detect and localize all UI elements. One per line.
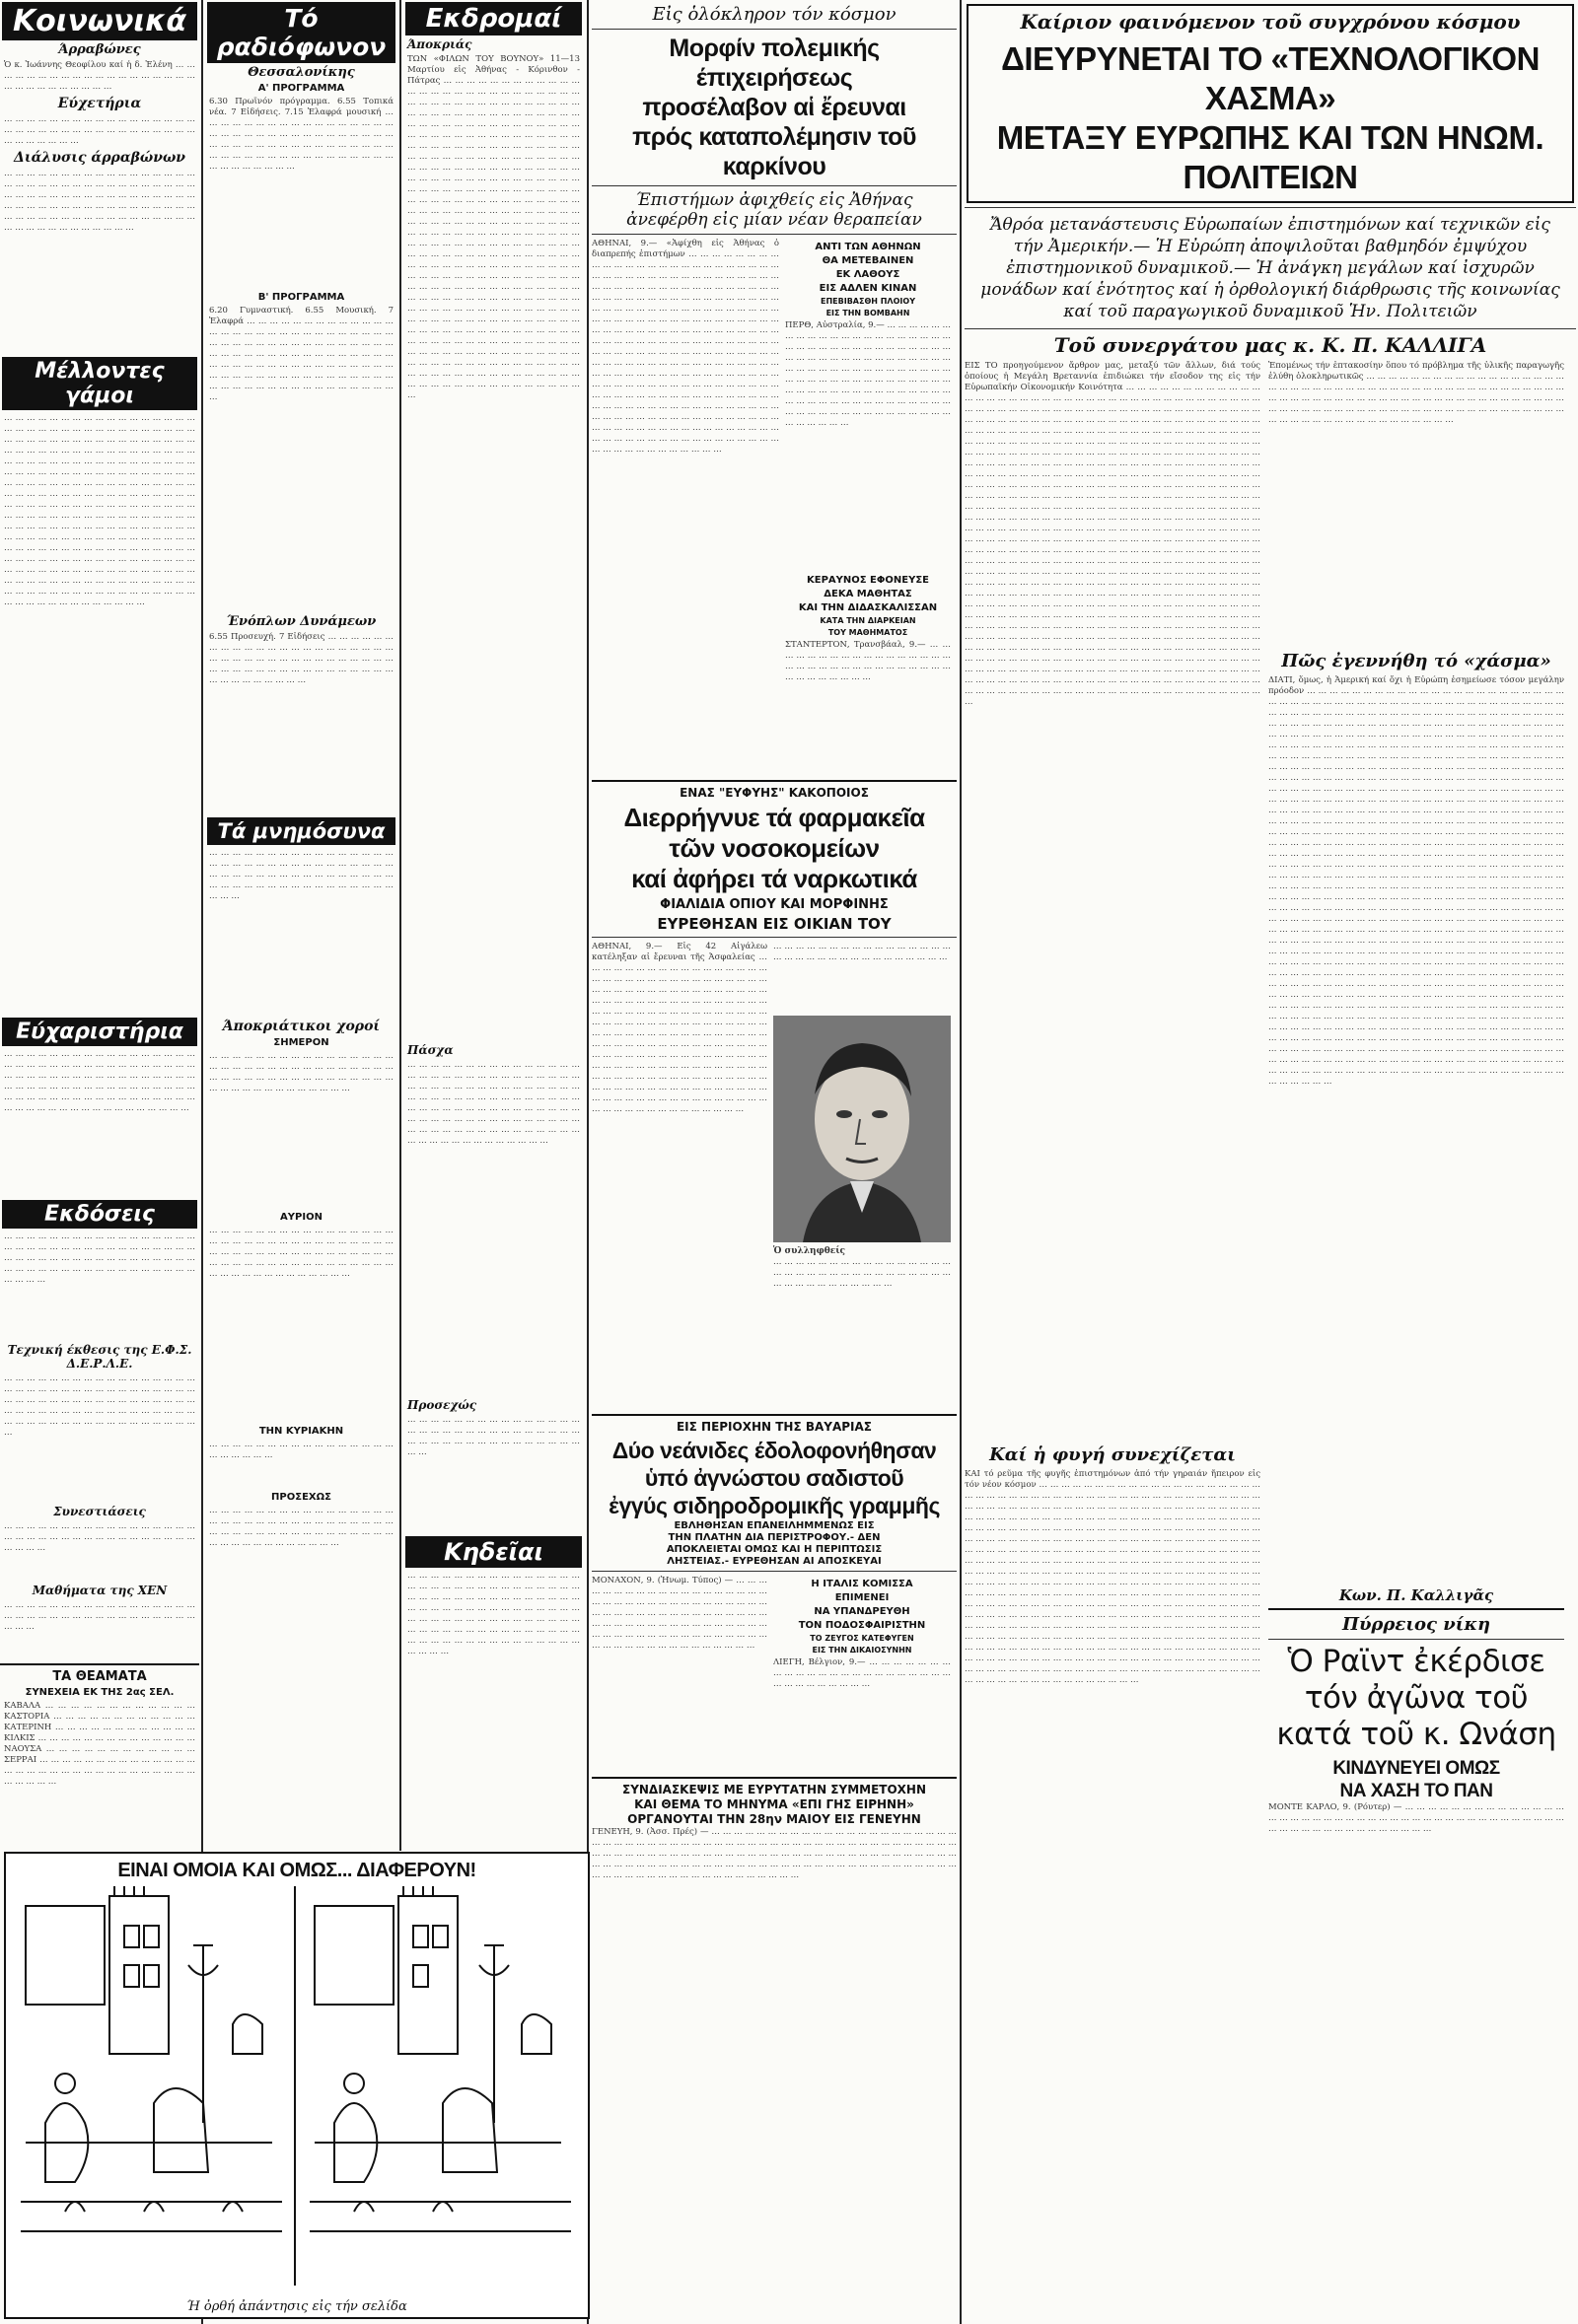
text-block: … … … … … … … … … … … … … … … … … … … … … … … … … … … … … … … … … … … … … … … … … … … … … … … … … … … … … … … … … … … … … … … … … … … … … … … … … … … … …	[209, 1226, 394, 1279]
side2-line: ΚΑΤΑ ΤΗΝ ΔΙΑΡΚΕΙΑΝ	[820, 616, 916, 625]
center-headline-2: προσέλαβον αἱ ἔρευναι	[642, 94, 906, 121]
suspect-photo	[773, 1016, 951, 1242]
side2-line: ΚΕΡΑΥΝΟΣ ΕΦΟΝΕΥΣΕ	[806, 575, 929, 586]
italy-line: ΕΠΙΜΕΝΕΙ	[834, 1592, 890, 1603]
story2-sub-1: ΦΙΑΛΙΔΙΑ ΟΠΙΟΥ ΚΑΙ ΜΟΡΦΙΝΗΣ	[660, 897, 889, 912]
text-block: ΕΙΣ ΤΟ προηγούμενον ἄρθρον μας, μεταξύ τῶν ἄλλων, διά τούς ὁποίους ἡ Μεγάλη Βρεταννία ἐπιδιώκει τήν εἴσοδον της εἰς τήν Εὐρωπαϊκήν Οἰκονομικήν Κοινότητα … … … … … … … … … … … … … … … … … … … … … … … … … … … … … … … … … … … … … … … … … … … … … … … … … … … … … … … … … … … … … … … … … … … … … … … … … … … … … … … … … … … … … … … … … … … … … … … … … … … … … … … … … … … … … … … … … … … … … … … … … … … … … … … … … … … … … … … … … … … … … … … … … … … … … … … … … … … … … … … … … … … … … … … … … … … … … … … … … … … … … … … … … … … … … … … … … … … … … … … … … … … … … … … … … … … … … … … … … … … … … … … … … … … … … … … … … … … … … … … … … … … … … … … … … … … … … … … … … … … … … … … … … … … … … … … … … … … … … … … … … … … … … … … … … … … … … … … … … … … … … … … … … … … … … … … … … … … … … … … … … … … … … … … … … … … … … … … … … … … … … … … … … … … … … … … … … … … … … … … … … … … … … … … … … … … … … … … … … … … … … … … … … … … … … … … … … … … … … … … … … … … … … … … … … … … … … … … … … … … … … … … … … … … … … … … … … … … … … … … … … … … … … … … … … … … … … … … … … … … … … … … … … … … … … … … … … … … … … … … … … … … … … … … … … … … … … … … … … … … … … … … … … … … … … … … … … … … … … … … … … … … … … … … … … … … … … … … … … … … … … … … … … … … … … … … … … … … … … … … … … … … … … … … … … … … … … … … … … … … … … … … … … … … … … … … … … … … … … … … … … … … … … … … … … … … … … … … … … … … … … … … … … … … … … … … … … … … … … … … … … … … … … … … … … … … … … … … … … … … … … … … … … … … … … … … … … … … … … … … … … … … … … … … … … … … … … … … … … … … … … … … … … … … … … … … … … … … … … … … … … … … … … … … … … … … … … … … … … … … … … … … … … … … … … … … … … … … … … … … … … … … … … … … … …	[965, 361, 1260, 707]
text-block: 6.20 Γυμναστική. 6.55 Μουσική. 7 Ἑλαφρά … … … … … … … … … … … … … … … … … … … … … … … … … … … … … … … … … … … … … … … … … … … … … … … … … … … … … … … … … … … … … … … … … … … … … … … … … … … … … … … … … … … … … … … … … … … … … … … … … … … … … … … … … … … … … …	[209, 306, 394, 402]
story3-sub-2: ΤΗΝ ΠΛΑΤΗΝ ΔΙΑ ΠΕΡΙΣΤΡΟΦΟΥ.- ΔΕΝ	[668, 1532, 881, 1543]
sport-headline-2: τόν ἀγῶνα τοῦ	[1304, 1680, 1529, 1716]
text-block: … … … … … … … … … … … … … … … … … … … … … … … … … … … … … … … … … … … … … … … … … … … … … … … … … … … … … … … … … … … … … … … … … … … … … … … … … … … … … … … … … … … … … … … … … … … … … … … … … … … … … … … … … … … … … … … … … … … … … …	[407, 1060, 580, 1146]
right-byline: Τοῦ συνεργάτου μας κ. Κ. Π. ΚΑΛΛΙΓΑ	[1053, 333, 1487, 357]
right-lead-box	[967, 4, 1574, 203]
text-block: … … … … … … … … … … … … … … … … … … … … … … … … … … … … … … … … … … … … … … … … … … … … … … … … … … … … … … … … … … … … … … … … … … … … … … … … … … … … … … … … … … … … … … … … … … … … … … … … …	[4, 169, 195, 233]
eychetiria-heading: Εύχετήρια	[57, 96, 142, 111]
text-block: … … … … … … … … … … … … … … … … … … … … … … … … … … … … … … … … … … … … …	[4, 1600, 195, 1632]
prog-b-heading: Β' ΠΡΟΓΡΑΜΜΑ	[257, 292, 345, 303]
text-block: ΑΘΗΝΑΙ, 9.— Εἰς 42 Αἰγάλεω κατέληξαν αἱ ἔρευναι τῆς Ἀσφαλείας … … … … … … … … … … … … … … … … … … … … … … … … … … … … … … … … … … … … … … … … … … … … … … … … … … … … … … … … … … … … … … … … … … … … … … … … … … … … … … … … … … … … … … … … … … … … … … … … … … … … … … … … … … … … … … … … … … … … … … … … … … … … … … … … … … … … … … … … … … … … … … … … … … … … … … … … … … … … … … … … … … … … … … … … … … … … … … … … … … … … … … … … … … … … … … … … … … … … … … … … … … … … … … … … … … … … … … … … … … … … … … …	[592, 942, 767, 1114]
text-block: ΣΤΑΝΤΕΡΤΟΝ, Τρανσβάαλ, 9.— … … … … … … … … … … … … … … … … … … … … … … … … … … … … … … … … … … … … … … … …	[785, 640, 951, 682]
text-block: … … … … … … … … … … … … … … … … … … … … … … … … … … … … … … … … … … … … … … … … … … … … … … … … … … … … … … … … … … … … … … … … … … …	[209, 848, 394, 901]
text-block: ΚΑΒΑΛΑ … … … … … … … … … … … … ΚΑΣΤΟΡΙΑ … … … … … … … … … … … … ΚΑΤΕΡΙΝΗ … … … … … … … … … … … … ΚΙΛΚΙΣ … … … … … … … … … … … … … … ΝΑΟΥΣΑ … … … … … … … … … … … … ΣΕΡΡΑΙ … … … … … … … … … … … … … … … … … … … … … … … … … … … … … … … … … … … …	[4, 1701, 195, 1787]
avrion-heading: ΑΥΡΙΟΝ	[280, 1212, 323, 1223]
text-block: … … … … … … … … … … … … … … … … … … … … … … … … … … … … … … … … … … … … … …	[4, 1521, 195, 1553]
geneva-line-1: ΣΥΝΔΙΑΣΚΕΨΙΣ ΜΕ ΕΥΡΥΤΑΤΗΝ ΣΥΜΜΕΤΟΧΗΝ	[622, 1783, 926, 1796]
arravones-heading: Άρραβώνες	[58, 42, 141, 57]
side1-line: ΕΙΣ ΑΔΛΕΝ ΚΙΝΑΝ	[819, 283, 917, 294]
right-headline-1: ΔΙΕΥΡΥΝΕΤΑΙ ΤΟ «ΤΕΧΝΟΛΟΓΙΚΟΝ ΧΑΣΜΑ»	[1001, 40, 1540, 116]
mathimata-heading: Μαθήματα της ΧΕΝ	[32, 1584, 168, 1597]
kideiai-heading: Κηδεῖαι	[405, 1536, 582, 1568]
text-block: ΤΩΝ «ΦΙΛΩΝ ΤΟΥ ΒΟΥΝΟΥ» 11—13 Μαρτίου εἰς Ἀθήνας - Κόρινθον - Πάτρας … … … … … … … … … … … … … … … … … … … … … … … … … … … … … … … … … … … … … … … … … … … … … … … … … … … … … … … … … … … … … … … … … … … … … … … … … … … … … … … … … … … … … … … … … … … … … … … … … … … … … … … … … … … … … … … … … … … … … … … … … … … … … … … … … … … … … … … … … … … … … … … … … … … … … … … … … … … … … … … … … … … … … … … … … … … … … … … … … … … … … … … … … … … … … … … … … … … … … … … … … … … … … … … … … … … … … … … … … … … … … … … … … … … … … … … … … … … … … … … … … … … … … … … … … … … … … … … … … … … … … … … … … … … … … … … … … … … … … … … … … … … … … … … … … … … … … … … … … … … … … … … … … … … … … … … … … … … … … … … … … … … … … … … … … … … … … … … … … … … … … … … … … … … … … … … … … … … … … … … … … … … … … … … … … … … … … … … … … … … … … … … … … … … … … … … … … … … … … … … … … … … … … … … … … … … … … … … … … … … … … … … … … … … … … … … … …	[407, 54, 580, 400]
techniki-heading: Τεχνική έκθεσις της Ε.Φ.Σ. Δ.Ε.Ρ.Λ.Ε.	[7, 1343, 192, 1371]
ekdromai-heading: Εκδρομαί	[405, 2, 582, 35]
cartoon-drawing	[6, 1886, 584, 2286]
text-block: ΔΙΑΤΙ, ὅμως, ἡ Ἀμερική καί ὄχι ἡ Εὐρώπη ἐσημείωσε τόσον μεγάλην πρόοδον … … … … … … … … … … … … … … … … … … … … … … … … … … … … … … … … … … … … … … … … … … … … … … … … … … … … … … … … … … … … … … … … … … … … … … … … … … … … … … … … … … … … … … … … … … … … … … … … … … … … … … … … … … … … … … … … … … … … … … … … … … … … … … … … … … … … … … … … … … … … … … … … … … … … … … … … … … … … … … … … … … … … … … … … … … … … … … … … … … … … … … … … … … … … … … … … … … … … … … … … … … … … … … … … … … … … … … … … … … … … … … … … … … … … … … … … … … … … … … … … … … … … … … … … … … … … … … … … … … … … … … … … … … … … … … … … … … … … … … … … … … … … … … … … … … … … … … … … … … … … … … … … … … … … … … … … … … … … … … … … … … … … … … … … … … … … … … … … … … … … … … … … … … … … … … … … … … … … … … … … … … … … … … … … … … … … … … … … … … … … … … … … … … … … … … … … … … … … … … … … … … … … … … … … … … … … … … … … … … … … … … … … … … … … … … … … … … … … … … … … … … … … … … … … … … … … … … … … … … … … … … … … … … … … … … … … … … … … … … … … … … … … … … … … … … … … … … … … … … … … … … … … … … … … … … … … … … … … … … … … … … … … … … … … … … … … … … … … … … … … … … … … … … … … … … … … … … … … … … … … … … … … … … … … … … … … … … … … … … … … … … … … … … … … … … … … … … … … … … … … … … … … … … … … … … … … … … … … … … … … … … … … … … … … … … … … … … … … … … … … … … … … … … … … … … … … … … … … … … … … … … … … … … … … … … … … … … … … … … … … … … … … … … … … … … … … … … … … … … … … … … … … … … … … … … … … … … … … … … … … … … … … … … … … … … … … … … … … … … … … … … … … … … … … … … … … … … … … … … … … … … … … … … … … … … … … … … … … … … … … … … … … … … … … … … … … … … … … … … … … … … … … … … … … … … … … … … … … … … … … … … … … … … … … … … … … … … … … … … … … … … … … … … … … … … … … … … … … … … … … … … … … … … … … … … … … … … … … … … … … … … … … … … … … … … … … … … … … … … … … … … … … … … … … … … … … … … … … … … … … … … … … … … … … … … … … … … … … … … … … … … … … … … … … … … … … … … … … … … … … … … … … … … … … … … … … … …	[1268, 675, 1564, 1087]
side1-line: ΕΙΣ ΤΗΝ ΒΟΜΒΑΗΝ	[825, 309, 910, 317]
text-block: … … … … … … … … … … … … … … … … … … … … … … … … … … … … … … … … … … … … … … … … … … … … … … … … … … … … … … … … … … … …	[209, 1506, 394, 1548]
story2-headline-2: τῶν νοσοκομείων	[669, 833, 880, 863]
center-headline-3: πρός καταπολέμησιν τοῦ καρκίνου	[632, 123, 916, 180]
ekdromai-prosechos: Προσεχώς	[407, 1398, 477, 1412]
story2-sub-2: ΕΥΡΕΘΗΣΑΝ ΕΙΣ ΟΙΚΙΑΝ ΤΟΥ	[657, 915, 892, 933]
apokriatikoi-heading: Άποκριάτικοι χοροί	[222, 1019, 381, 1034]
story3-headline-1: Δύο νεάνιδες έδολοφονήθησαν	[611, 1438, 937, 1463]
ekdromai-sub: Άποκριάς	[407, 37, 472, 51]
koinonika-heading: Κοινωνικά	[2, 2, 197, 40]
story2-kicker: ΕΝΑΣ "ΕΥΦΥΗΣ" ΚΑΚΟΠΟΙΟΣ	[680, 786, 869, 800]
center-headline-1: Μορφίν πολεμικής έπιχειρήσεως	[669, 35, 880, 92]
text-block: … … … … … … … … … … … … … … … … … … … … … … … … … … … … … … … … … … … … … … … … …	[4, 114, 195, 146]
story3-headline-3: ἐγγύς σιδηροδρομικῆς γραμμῆς	[609, 1493, 940, 1518]
geneva-line-2: ΚΑΙ ΘΕΜΑ ΤΟ ΜΗΝΥΜΑ «ΕΠΙ ΓΗΣ ΕΙΡΗΝΗ»	[634, 1797, 914, 1811]
text-block: Ἐπομένως τήν ἑπτακοσίην ὅπου τό πρόβλημα τῆς ὑλικῆς παραγωγῆς ἐλύθη ὁλοκληρωτικῶς … … … … … … … … … … … … … … … … … … … … … … … … … … … … … … … … … … … … … … … … … … … … … … … … … … … … … … … … … … … … … … … … … … … … … … … … … … … … … … … … … … … … … … … … … … … … … … … … … … … … … … … … … … … … … … … … … … … …	[1268, 361, 1564, 425]
sport-sub-1: ΚΙΝΔΥΝΕΥΕΙ ΟΜΩΣ	[1332, 1758, 1500, 1779]
signature: Κων. Π. Καλλιγᾶς	[1338, 1586, 1494, 1604]
radio-sub: Θεσσαλονίκης	[248, 65, 355, 80]
text-block: … … … … … … … … … … … … … … … … … … … … … … … … … … … … … … … … … … … … … … … … … … … … … … … … … … … … … … … … … … … … …	[209, 1051, 394, 1093]
story3-kicker: ΕΙΣ ΠΕΡΙΟΧΗΝ ΤΗΣ ΒΑΥΑΡΙΑΣ	[676, 1420, 872, 1434]
cartoon-panel	[4, 1852, 590, 2319]
text-block: … … … … … … … … … … … … … … … … … … … … … … … … … … … … … … … … … … … … … … … … … … … … … … … … … … … … … … … … … … … … … … … … … … … … … … … … … … … … … … … … … … … … … … … … … … … … … … … … … … … … … …	[4, 1049, 195, 1113]
sport-sub-2: ΝΑ ΧΑΣΗ ΤΟ ΠΑΝ	[1339, 1781, 1493, 1801]
italy-line: ΝΑ ΥΠΑΝΔΡΕΥΘΗ	[814, 1606, 910, 1617]
side2-line: ΚΑΙ ΤΗΝ ΔΙΔΑΣΚΑΛΙΣΣΑΝ	[798, 602, 938, 613]
center-deck-1: Έπιστήμων ἀφιχθείς εἰς Ἀθήνας	[635, 190, 913, 210]
dialysis-heading: Διάλυσις άρραβώνων	[14, 150, 185, 166]
side1-line: ΑΝΤΙ ΤΩΝ ΑΘΗΝΩΝ	[815, 242, 921, 252]
text-block: … … … … … … … … … … … … … … … … … … … … … … … … … … … … … … … … … … … … … … … … … … … … … … … … … … … … … … … … … … … … … … … … … … … … … … … …	[4, 1232, 195, 1285]
text-block: ΛΙΕΓΗ, Βέλγιον, 9.— … … … … … … … … … … … … … … … … … … … … … … … … … … … … … … … …	[773, 1657, 951, 1689]
text-block: … … … … … … … … … … … … … … … … … … … … … …	[209, 1440, 394, 1460]
text-block: ΑΘΗΝΑΙ, 9.— «Ἀφίχθη εἰς Ἀθήνας ὁ διαπρεπής ἐπιστήμων … … … … … … … … … … … … … … … … … … … … … … … … … … … … … … … … … … … … … … … … … … … … … … … … … … … … … … … … … … … … … … … … … … … … … … … … … … … … … … … … … … … … … … … … … … … … … … … … … … … … … … … … … … … … … … … … … … … … … … … … … … … … … … … … … … … … … … … … … … … … … … … … … … … … … … … … … … … … … … … … … … … … … … … … … … … … … … … … … … … … … … … … … … … … … … … … … … … … … … … … … … … … … … … … … … … … … … … … … … … … … … … … … … … … … … … … … … … … … … … … … … … … … … … … … … … … … … … … … … … … … … … … … … … … … … … … … … … … … … … … … … … … … … … … … … … … … … … … … … … … … … … … … … … … …	[592, 239, 779, 455]
enoplon-heading: Ένόπλων Δυνάμεων	[226, 614, 377, 629]
kyriaki-heading: ΤΗΝ ΚΥΡΙΑΚΗΝ	[258, 1426, 344, 1437]
story2-headline-1: Διερρήγνυε τά φαρμακεῖα	[623, 803, 925, 832]
text-block: Ὁ κ. Ἰωάννης Θεοφίλου καί ἡ δ. Ἑλένη … … … … … … … … … … … … … … … … … … … … … … … … … … … … …	[4, 60, 195, 92]
eucharistiria-heading: Εύχαριστήρια	[2, 1018, 197, 1046]
side1-line: ΕΠΕΒΙΒΑΣΘΗ ΠΛΟΙΟΥ	[821, 297, 915, 306]
italy-line: ΤΟ ΖΕΥΓΟΣ ΚΑΤΕΦΥΓΕΝ	[810, 1634, 914, 1643]
right-deck: Ἄθρόα μετανάστευσις Εὐρωπαίων ἐπιστημόνων καί τεχνικῶν εἰς τήν Ἀμερικήν.— Ἡ Εὐρώπη ἀποψιλοῦται βαθμηδόν ἐμψύχου ἐπιστημονικοῦ δυναμικοῦ.— Ἡ ἀνάγκη μεγάλων καί ἰσχυρῶν μονάδων καί ἑνότητος καί ἡ ὀρθολογική διάρθρωσις τῆς κοινωνίας καί τοῦ παραγωγικοῦ δυναμικοῦ Ἡν. Πολιτειῶν	[980, 215, 1560, 321]
cartoon-caption: Ή ὀρθή ἀπάντησις εἰς τήν σελίδα	[186, 2299, 407, 2314]
cartoon-headline: ΕΙΝΑΙ ΟΜΟΙΑ ΚΑΙ ΟΜΩΣ... ΔΙΑΦΕΡΟΥΝ!	[117, 1860, 476, 1881]
text-block: … … … … … … … … … … … … … … … … … … … … … … … … … … … … … … … … … … … … … … … … … … …	[773, 1257, 951, 1289]
story3-sub-1: ΕΒΛΗΘΗΣΑΝ ΕΠΑΝΕΙΛΗΜΜΕΝΩΣ ΕΙΣ	[674, 1520, 875, 1531]
sport-headline-3: κατά τοῦ κ. Ωνάση	[1276, 1717, 1556, 1752]
side2-line: ΤΟΥ ΜΑΘΗΜΑΤΟΣ	[827, 628, 908, 637]
pascha-heading: Πάσχα	[407, 1043, 454, 1057]
column-center	[592, 0, 957, 2324]
text-block: 6.55 Προσευχή. 7 Εἰδήσεις … … … … … … … … … … … … … … … … … … … … … … … … … … … … … … … … … … … … … … … … … … … … … … … … … … … … … … … … … … … … … … …	[209, 632, 394, 685]
center-deck-2: ἀνεφέρθη εἰς μίαν νέαν θεραπείαν	[626, 210, 922, 230]
ekdoseis-heading: Εκδόσεις	[2, 1200, 197, 1229]
text-block: … … … … … … … … … … … … … … … … … … … … … … … … … … … … … … … … … … … … … … … … … … … … … … … … … … … … … … … … … … … … … … … … … … … … … … … … … … … … … … … … … … … … … … … … … … … … … … … … … … … … … … … … … … … … … … … … … … … … … … … … … … … … … … … … … … … … … … … … … … … … … … … … … … … … … … … … … … … … … … … … … … … … … … … … … … … … … … … … … … … … … … … … … … … … … … … … … … … … … … … … … … … … … … … … … … … … … … … … … … … … … … … … … … … … … … … … … … … … … … … … … … … … … … … … … … … … … … … … … … … … … … … … … … … … … … … … … … … … … … … … … … … … … … … … … … … … … … … … … … … … … …	[4, 413, 195, 607]
column-right	[965, 0, 1576, 2324]
geneva-line-3: ΟΡΓΑΝΟΥΤΑΙ ΤΗΝ 28ην ΜΑΙΟΥ ΕΙΣ ΓΕΝΕΥΗΝ	[627, 1812, 921, 1826]
side1-line: ΘΑ ΜΕΤΕΒΑΙΝΕΝ	[822, 255, 914, 266]
synestiaseis-heading: Συνεστιάσεις	[53, 1505, 146, 1518]
side1-line: ΕΚ ΛΑΘΟΥΣ	[835, 269, 900, 280]
prog-a-heading: Α' ΠΡΟΓΡΑΜΜΑ	[257, 83, 345, 94]
text-block: … … … … … … … … … … … … … … … … … … … … … … … … … … … … … … … … … … … … … … … … … … … … … … …	[407, 1415, 580, 1457]
italy-line: ΤΟΝ ΠΟΔΟΣΦΑΙΡΙΣΤΗΝ	[798, 1620, 926, 1631]
right-headline-2: ΜΕΤΑΞΥ ΕΥΡΩΠΗΣ ΚΑΙ ΤΩΝ ΗΝΩΜ. ΠΟΛΙΤΕΙΩΝ	[996, 119, 1544, 195]
side2-line: ΔΕΚΑ ΜΑΘΗΤΑΣ	[824, 589, 912, 599]
sport-headline-1: Ὁ Ραϊντ ἐκέρδισε	[1287, 1644, 1545, 1679]
story3-headline-2: ὑπό ἀγνώστου σαδιστοῦ	[644, 1465, 904, 1491]
mellontes-heading: Μέλλοντες γάμοι	[2, 357, 197, 410]
mnimosyna-heading: Τά μνημόσυνα	[207, 817, 395, 845]
story3-sub-3: ΑΠΟΚΛΕΙΕΤΑΙ ΟΜΩΣ ΚΑΙ Η ΠΕΡΙΠΤΩΣΙΣ	[666, 1544, 883, 1555]
italy-line: Η ΙΤΑΛΙΣ ΚΟΜΙΣΣΑ	[811, 1579, 913, 1589]
right-kicker: Καίριον φαινόμενον τοῦ συγχρόνου κόσμου	[1020, 10, 1521, 34]
right-sub-1: Πῶς ἐγεννήθη τό «χάσμα»	[1281, 651, 1551, 671]
center-kicker: Εἰς ὁλόκληρον τόν κόσμον	[652, 4, 897, 25]
text-block: ΚΑΙ τό ρεῦμα τῆς φυγῆς ἐπιστημόνων ἀπό τήν γηραιάν ἤπειρον εἰς τόν νέον κόσμον … … … … … … … … … … … … … … … … … … … … … … … … … … … … … … … … … … … … … … … … … … … … … … … … … … … … … … … … … … … … … … … … … … … … … … … … … … … … … … … … … … … … … … … … … … … … … … … … … … … … … … … … … … … … … … … … … … … … … … … … … … … … … … … … … … … … … … … … … … … … … … … … … … … … … … … … … … … … … … … … … … … … … … … … … … … … … … … … … … … … … … … … … … … … … … … … … … … … … … … … … … … … … … … … … … … … … … … … … … … … … … … … … … … … … … … … … … … … … … … … … … … … … … … … … … … … … … … … … … … … … … … … … … … … … … … … … … … … … … … … … … … … … … … … … … … … … … … … … … … … … … … … … … … … … … … … … … … … … … … … … … … … … … … … … … … … … … … … … … … … … … … … … … … … … … … … … … … … … … … … … … … … … … … … … … … … … … … … … … … … … … … … … … … … … … … … … … … … … … … … … … … … … … … … … … … … … … … … … … … … … … … … … … … … … … … … … … … … … … … … … … … … … … … … … … … … … … … … … … … … … … … … … … … … … … … … … … … … … … … … … … … … … … … … … … … … … … …	[965, 1469, 1260, 1685]
text-block: ΠΕΡΘ, Αὐστραλία, 9.— … … … … … … … … … … … … … … … … … … … … … … … … … … … … … … … … … … … … … … … … … … … … … … … … … … … … … … … … … … … … … … … … … … … … … … … … … … … … … … … … … … … … … … … … … … … … … … … … … … … … … … … … … … … … … … … … … … … … … … … … … … … … … … … … … … … …	[785, 320, 951, 428]
simeron-heading: ΣΗΜΕΡΟΝ	[273, 1037, 329, 1048]
theamata-subtitle: ΣΥΝΕΧΕΙΑ ΕΚ ΤΗΣ 2ας ΣΕΛ.	[25, 1687, 175, 1698]
right-sub-2: Καί ἡ φυγή συνεχίζεται	[989, 1444, 1236, 1465]
prosechos-heading: ΠΡΟΣΕΧΩΣ	[271, 1492, 331, 1503]
text-block: 6.30 Πρωϊνόν πρόγραμμα. 6.55 Τοπικά νέα. 7 Εἰδήσεις. 7.15 Ἑλαφρά μουσική … … … … … … … … … … … … … … … … … … … … … … … … … … … … … … … … … … … … … … … … … … … … … … … … … … … … … … … … … … … … … … … … … … … … … … … … …	[209, 97, 394, 172]
text-block: ΜΟΝΑΧΟΝ, 9. (Ἡνωμ. Τύπος) — … … … … … … … … … … … … … … … … … … … … … … … … … … … … … … … … … … … … … … … … … … … … … … … … … … … … … … … … … … … … … … … … … … … … … … … … … … … … … … … … … … … … … … … … … … … … … … … … … …	[592, 1576, 767, 1651]
story3-sub-4: ΛΗΣΤΕΙΑΣ.- ΕΥΡΕΘΗΣΑΝ ΑΙ ΑΠΟΣΚΕΥΑΙ	[667, 1556, 882, 1567]
theamata-heading: ΤΑ ΘΕΑΜΑΤΑ	[52, 1669, 147, 1684]
text-block: ΜΟΝΤΕ ΚΑΡΛΟ, 9. (Ρόυτερ) — … … … … … … … … … … … … … … … … … … … … … … … … … … … … … … … … … … … … … … … … … … … … … … … … … … … … … … … …	[1268, 1802, 1564, 1834]
radio-heading: Τό ραδιόφωνον	[207, 2, 395, 63]
italy-line: ΕΙΣ ΤΗΝ ΔΙΚΑΙΟΣΥΝΗΝ	[812, 1646, 912, 1655]
text-block: ΓΕΝΕΥΗ, 9. (Ἀσσ. Πρές) — … … … … … … … … … … … … … … … … … … … … … … … … … … … … … … … … … … … … … … … … … … … … … … … … … … … … … … … … … … … … … … … … … … … … … … … … … … … … … … … … … … … … … … … … … … … … … … … … … … … … … … … … … … … … … … … … … … … … … … … … … … … … … … … … … … … … … … … … … … … …	[592, 1827, 957, 1880]
sport-kicker: Πύρρειος νίκη	[1341, 1614, 1491, 1635]
story2-headline-3: καί ἀφήρει τά ναρκωτικά	[631, 864, 917, 893]
photo-caption: Ὁ συλληφθείς	[773, 1246, 846, 1256]
text-block: … … … … … … … … … … … … … … … … … … … … … … … … … … … … … … … … … … … … … … … … … … … … … … … … … … … … … … … … … … … … … … … … … … … … … … … … … … … … … … … … … … … … … … … … … … … … … … … … … … … … … … … … … … … … …	[407, 1571, 580, 1656]
text-block: … … … … … … … … … … … … … … … … … … … … … … … … … … … … … … … … … … … … … … … … … … … … … … … … … … … … … … … … … … … … … … … … … … … … … … … … … … … … … … … … … … … … … …	[4, 1373, 195, 1438]
text-block: … … … … … … … … … … … … … … … … … … … … … … … … … … … … … … … …	[773, 942, 951, 962]
